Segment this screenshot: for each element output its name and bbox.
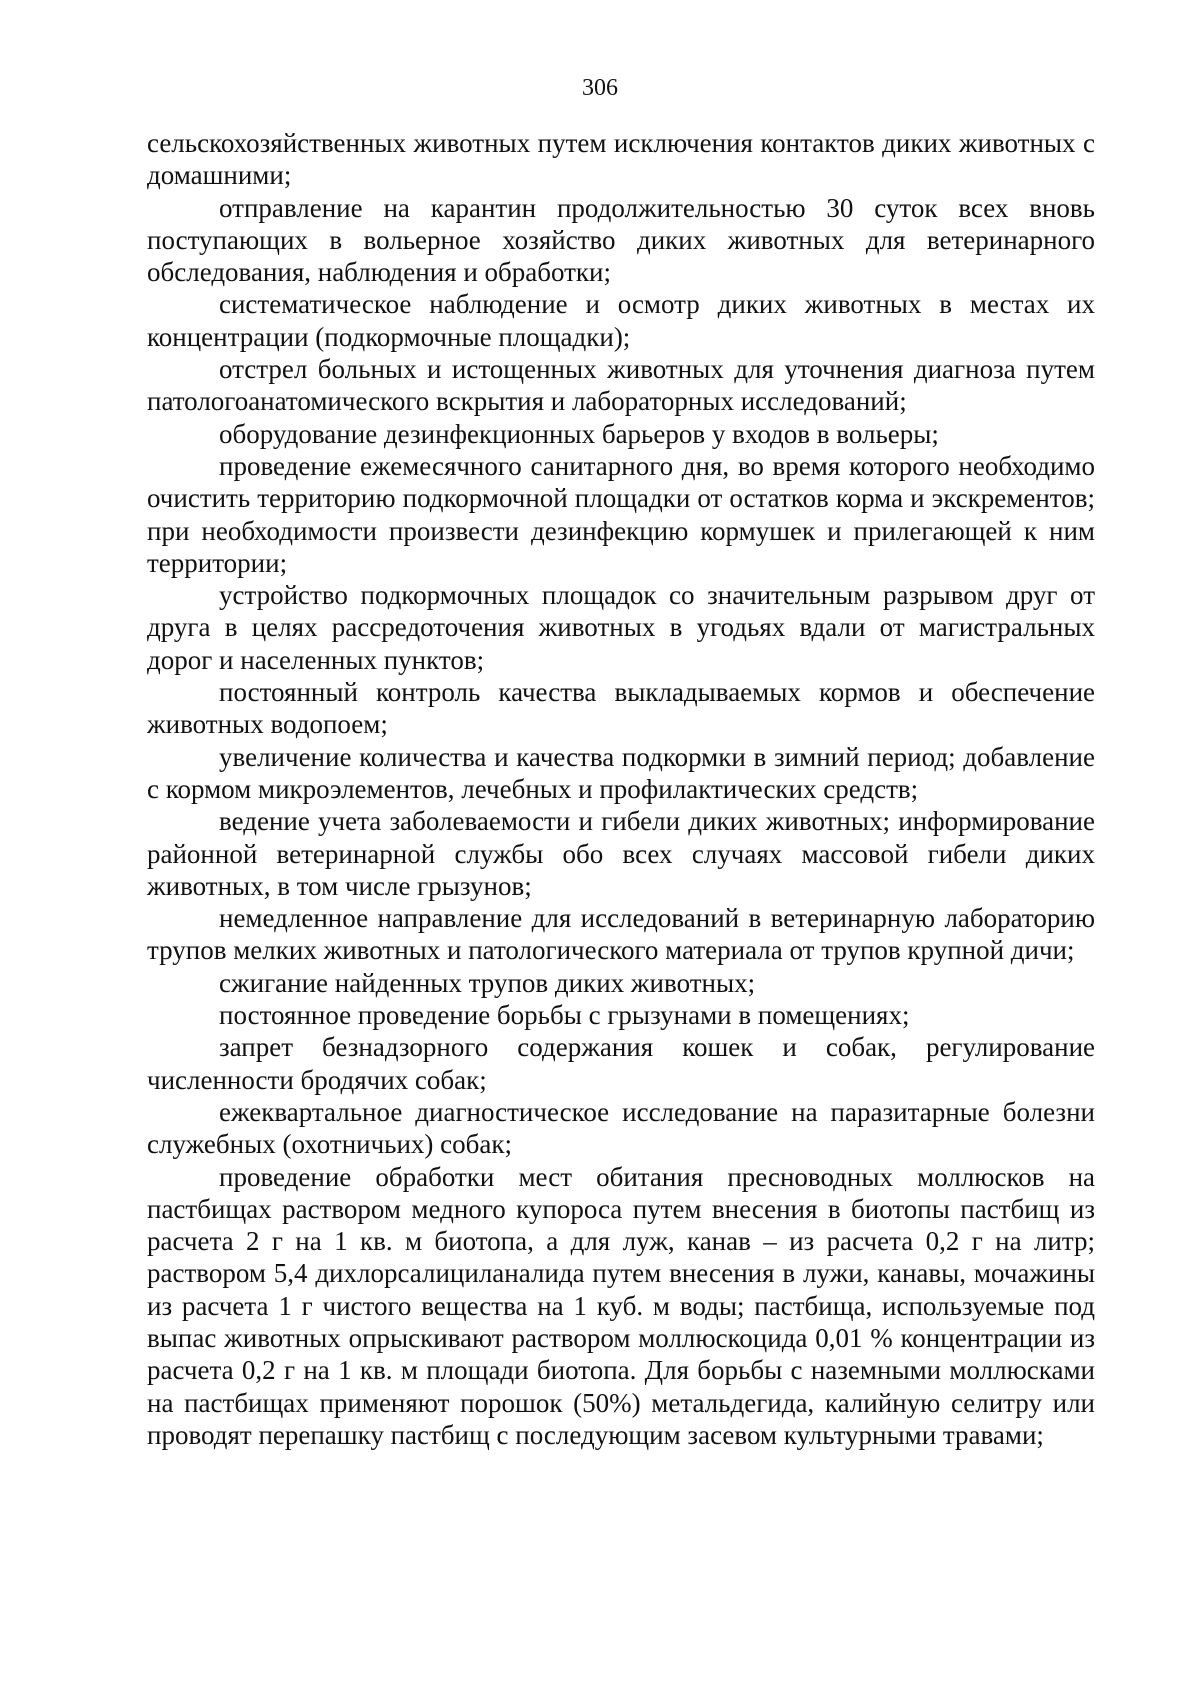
- document-body: [147, 127, 1095, 1451]
- paragraph: устройство подкормочных площадок со значительным разрывом друг от друга в целях рассредоточения животных в угодьях вдали от магистральных дорог и населенных пунктов;: [147, 580, 1095, 675]
- paragraph: отстрел больных и истощенных животных для уточнения диагноза путем патологоанатомического вскрытия и лабораторных исследований;: [147, 354, 1095, 417]
- paragraph: проведение обработки мест обитания пресноводных моллюсков на пастбищах раствором медного купороса путем внесения в биотопы пастбищ из расчета 2 г на 1 кв. м биотопа, а для луж, канав – из расчета 0,2 г на литр; раствором 5,4 дихлорсалициланалида путем внесения в лужи, канавы, мочажины из расчета 1 г чистого вещества на 1 куб. м воды; пастбища, используемые под выпас животных опрыскивают раствором моллюскоцида 0,01 % концентрации из расчета 0,2 г на 1 кв. м площади биотопа. Для борьбы с наземными моллюсками на пастбищах применяют порошок (50%) метальдегида, калийную селитру или проводят перепашку пастбищ с последующим засевом культурными травами;: [147, 1161, 1095, 1450]
- paragraph: ежеквартальное диагностическое исследование на паразитарные болезни служебных (охотничьих) собак;: [147, 1096, 1095, 1160]
- paragraph: запрет безнадзорного содержания кошек и собак, регулирование численности бродячих собак;: [147, 1032, 1095, 1095]
- page-number: 306: [582, 75, 618, 101]
- paragraph: увеличение количества и качества подкормки в зимний период; добавление с кормом микроэлементов, лечебных и профилактических средств;: [147, 741, 1095, 804]
- paragraph: сжигание найденных трупов диких животных;: [219, 967, 756, 998]
- paragraph: постоянный контроль качества выкладываемых кормов и обеспечение животных водопоем;: [147, 677, 1095, 740]
- paragraph: оборудование дезинфекционных барьеров у входов в вольеры;: [219, 418, 939, 449]
- paragraph: сельскохозяйственных животных путем исключения контактов диких животных с домашними;: [147, 128, 1095, 191]
- paragraph: немедленное направление для исследований в ветеринарную лабораторию трупов мелких животных и патологического материала от трупов крупной дичи;: [147, 903, 1095, 966]
- paragraph: ведение учета заболеваемости и гибели диких животных; информирование районной ветеринарной службы обо всех случаях массовой гибели диких животных, в том числе грызунов;: [147, 806, 1095, 901]
- paragraph: систематическое наблюдение и осмотр диких животных в местах их концентрации (подкормочные площадки);: [147, 289, 1095, 352]
- paragraph: отправление на карантин продолжительностью 30 суток всех вновь поступающих в вольерное хозяйство диких животных для ветеринарного обследования, наблюдения и обработки;: [147, 192, 1095, 288]
- paragraph: постоянное проведение борьбы с грызунами в помещениях;: [219, 1000, 910, 1031]
- paragraph: проведение ежемесячного санитарного дня, во время которого необходимо очистить территорию подкормочной площадки от остатков корма и экскрементов; при необходимости произвести дезинфекцию кормушек и прилегающей к ним территории;: [147, 450, 1095, 578]
